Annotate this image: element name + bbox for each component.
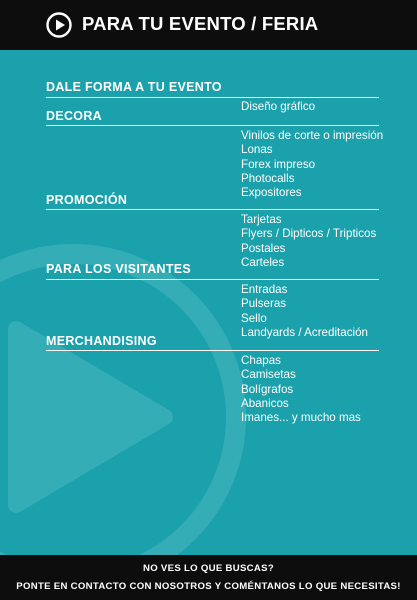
list-item: Lonas [241,143,273,157]
list-item: Flyers / Dipticos / Tripticos [241,227,377,241]
category-promocion: PROMOCIÓN [46,193,128,207]
list-item: Landyards / Acreditación [241,325,368,339]
list-item: Postales [241,241,286,255]
item-list [241,283,368,340]
category-decora: DECORA [46,109,102,123]
list-item: Camisetas [241,368,296,382]
list-item: Carteles [241,255,285,269]
list-item: Sello [241,311,267,325]
list-item: Forex impreso [241,157,316,171]
list-item: Pulseras [241,297,287,311]
item-list [241,354,361,425]
services-panel [0,50,417,555]
list-item: Bolígrafos [241,382,294,396]
footer-bar [0,555,417,600]
category-merchandising: MERCHANDISING [46,334,157,348]
item-list [241,129,383,200]
footer-contact-text: PONTE EN CONTACTO CON NOSOTROS Y COMÉNTANOS LO QUE NECESITAS! [16,581,401,592]
divider [46,350,379,351]
page-title: PARA TU EVENTO / FERIA [82,13,319,34]
divider [46,279,379,280]
list-item: Tarjetas [241,213,282,226]
intro-heading: DALE FORMA A TU EVENTO [46,80,222,94]
divider [46,209,379,210]
divider [46,125,379,126]
list-item: Imanes... y mucho mas [241,411,361,425]
divider [46,97,379,98]
list-item: Abanicos [241,396,289,410]
item-list [241,100,315,114]
list-item: Diseño gráfico [241,100,316,113]
list-item: Entradas [241,283,288,296]
services-list [0,50,417,555]
item-list [241,213,376,270]
list-item: Photocalls [241,171,295,185]
play-circle-icon [46,12,72,38]
list-item: Chapas [241,354,281,367]
list-item: Expositores [241,186,302,200]
list-item: Vinilos de corte o impresión [241,129,384,142]
category-visitantes: PARA LOS VISITANTES [46,262,192,276]
header-bar [0,0,417,50]
footer-question: NO VES LO QUE BUSCAS? [142,563,275,574]
